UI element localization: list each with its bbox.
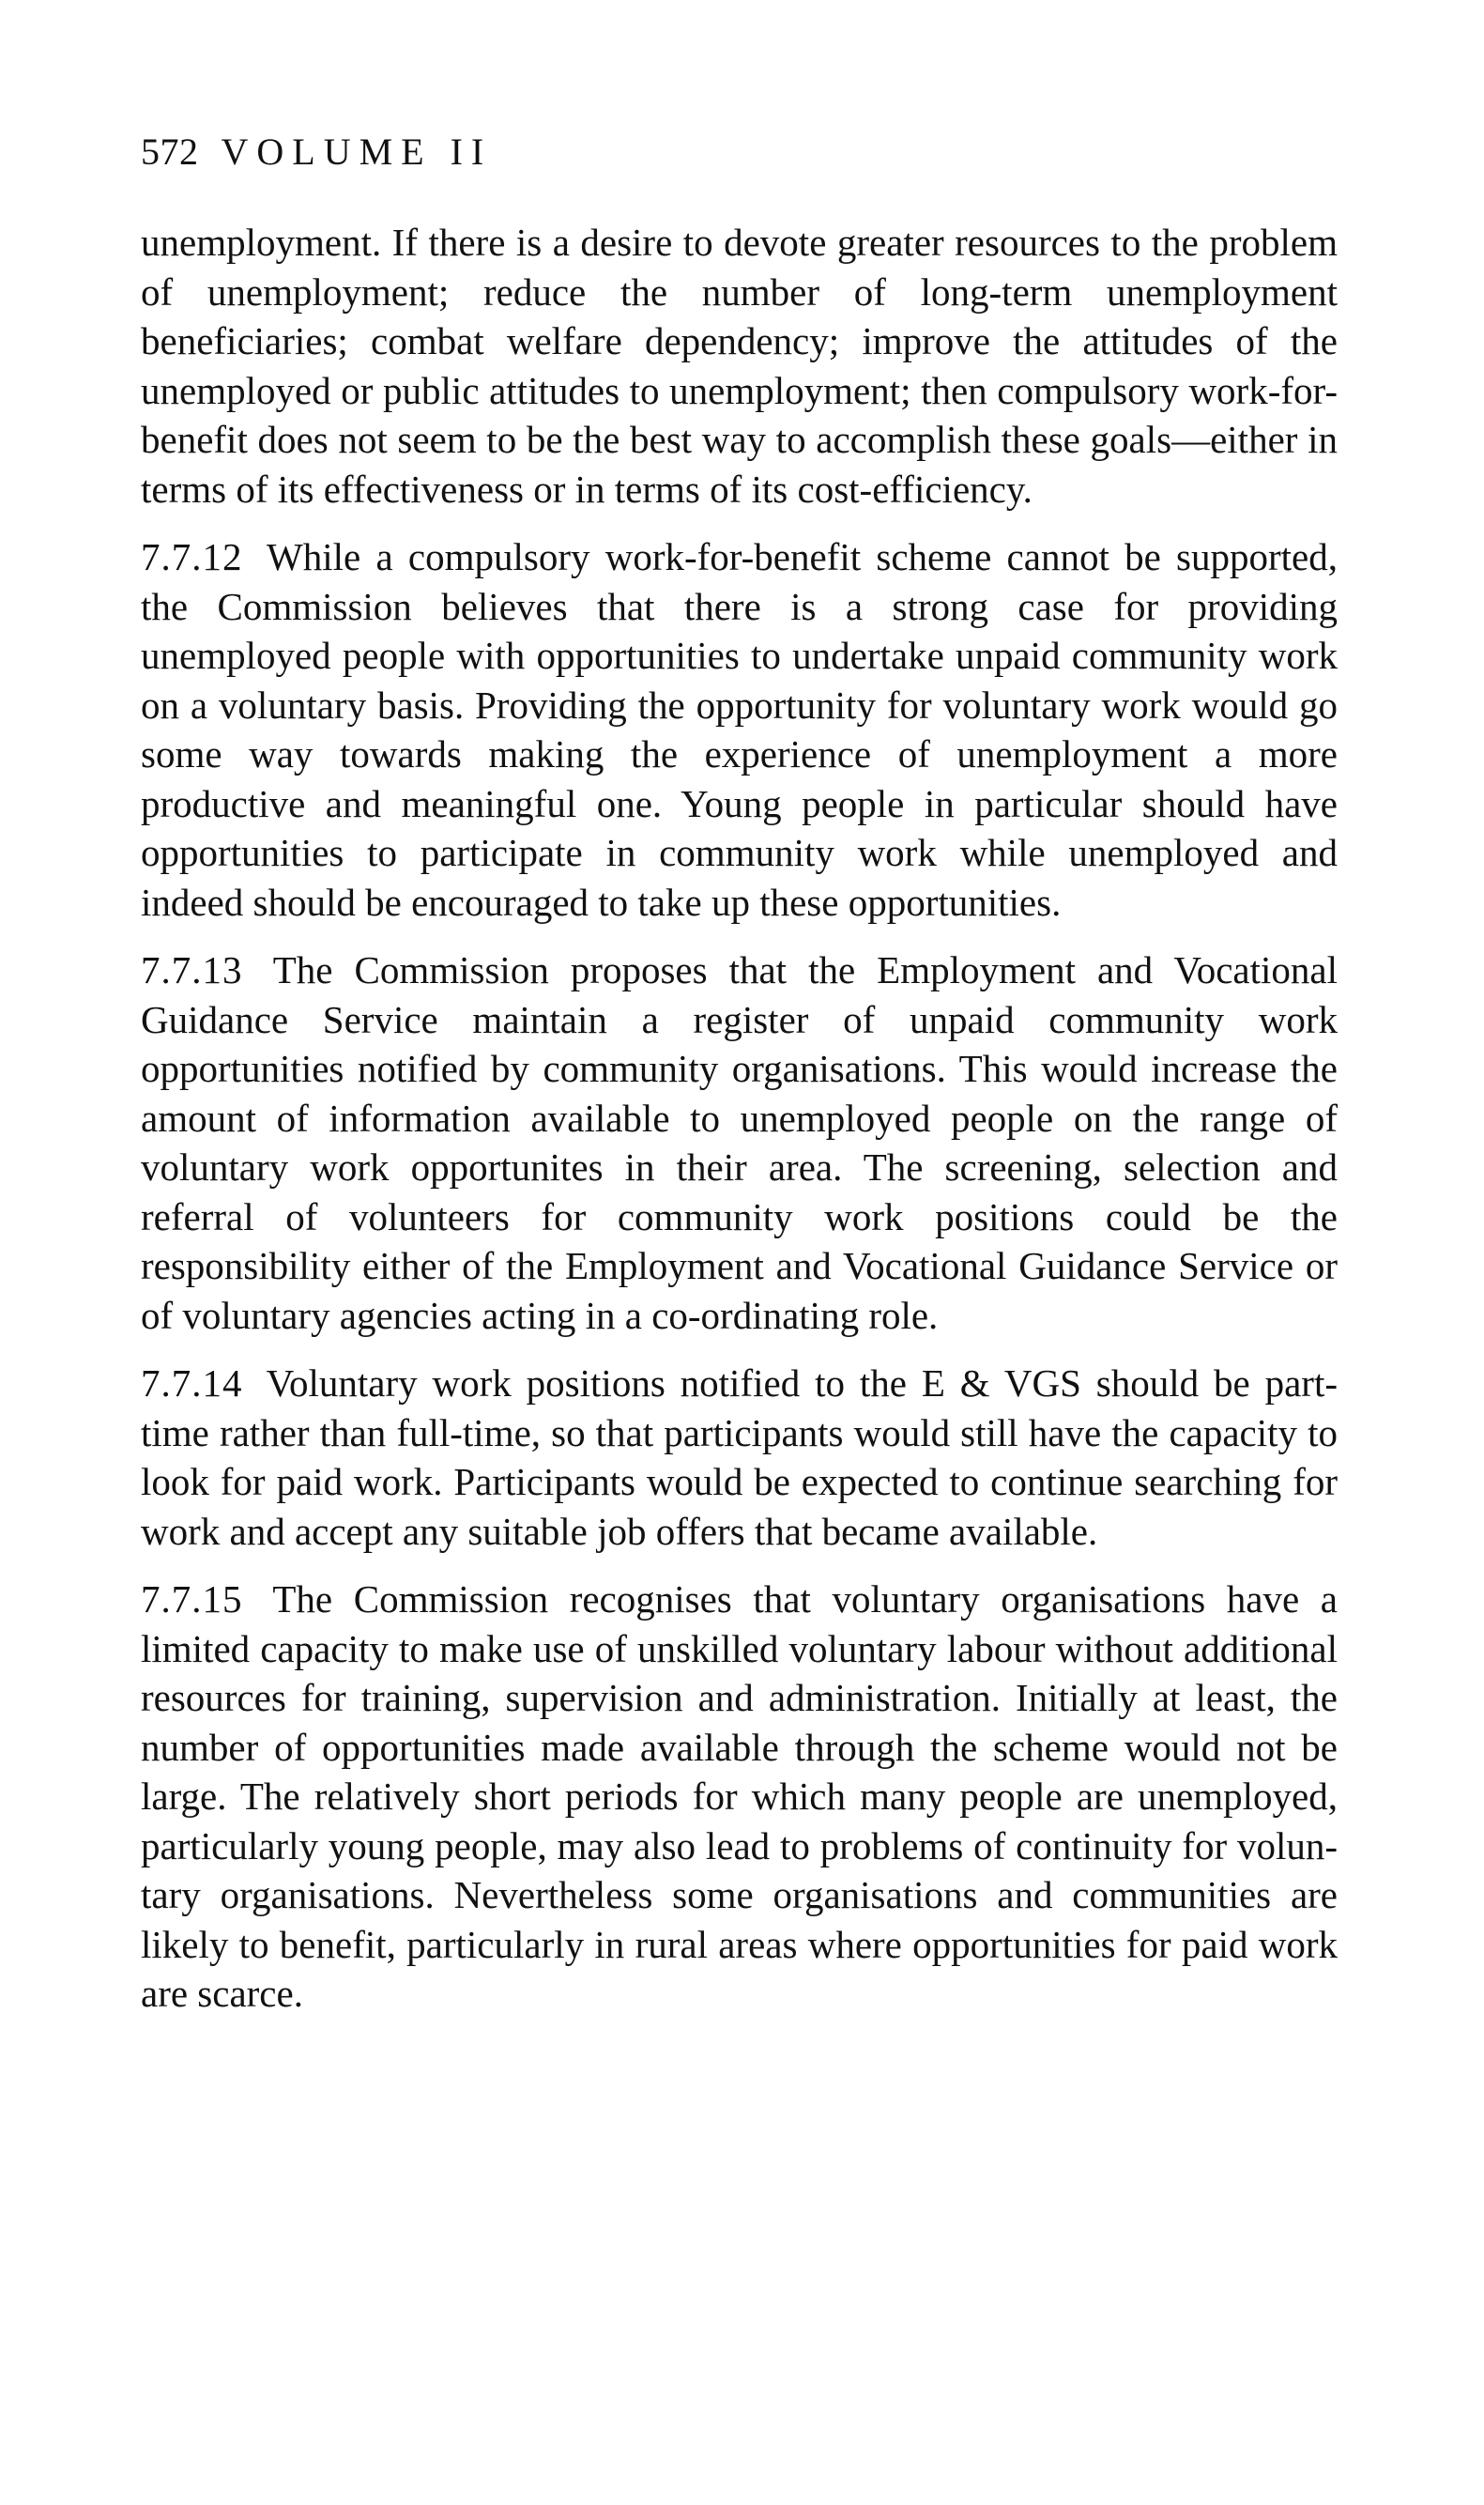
paragraph-7-7-13 xyxy=(141,945,1338,1340)
paragraph-7-7-14 xyxy=(141,1359,1338,1556)
volume-label: VOLUME II xyxy=(221,131,493,173)
paragraph-7-7-12 xyxy=(141,532,1338,927)
paragraph-number: 7.7.15 xyxy=(141,1577,243,1621)
paragraph-number: 7.7.12 xyxy=(141,535,243,578)
running-head xyxy=(141,128,492,177)
page-number: 572 xyxy=(141,131,199,173)
paragraph-text: The Commission proposes that the Employment and Vocational Guidance Service maintain a register of unpaid community work opportunities notified by community organisations. This would increase the amount of information available to unemployed people on the range of voluntary work opportunites in their area. The screening, selection and referral of volunteers for community work positions could be the responsibility either of the Employment and Vocational Guidance Service or of voluntary agencies acting in a co-ordinating role. xyxy=(141,948,1339,1337)
paragraph-number: 7.7.13 xyxy=(141,948,243,991)
paragraph-text: unemployment. If there is a desire to devote greater resources to the problem of unemployment; reduce the number of long-term unemployment beneficiaries; combat welfare dependency; improve the attitudes of the unemployed or public attitudes to unemployment; then compulsory work-for-benefit does not seem to be the best way to accomplish these goals—either in terms of its effectiveness or in terms of its cost-efficiency. xyxy=(141,221,1338,511)
paragraph-text: The Commission recognises that voluntary organisations have a limited capacity to make use of unskilled voluntary labour without additional resources for training, supervision and administration. Initially at least, the number of opportunities made available through the scheme would not be large. The relatively short periods for which many people are unemployed, particularly young people, may also lead to problems of continuity for voluntary organisations. Nevertheless some organisations and communities are likely to benefit, particularly in rural areas where opportunities for paid work are scarce. xyxy=(141,1577,1338,2015)
paragraph-text: While a compulsory work-for-benefit scheme cannot be supported, the Commission believes that there is a strong case for providing unemployed people with opportunities to undertake unpaid community work on a voluntary basis. Providing the opportunity for voluntary work would go some way towards making the experience of unemployment a more productive and meaningful one. Young people in particular should have opportunities to participate in community work while unemployed and indeed should be encouraged to take up these opportunities. xyxy=(141,535,1338,924)
paragraph-text: Voluntary work positions notified to the E & VGS should be part-time rather than full-time, so that participants would still have the capacity to look for paid work. Participants would be expected to continue searching for work and accept any suitable job offers that became available. xyxy=(141,1361,1339,1553)
body-text xyxy=(141,218,1338,2037)
paragraph-continuation xyxy=(141,218,1338,514)
paragraph-7-7-15 xyxy=(141,1575,1338,2019)
paragraph-number: 7.7.14 xyxy=(141,1361,243,1405)
